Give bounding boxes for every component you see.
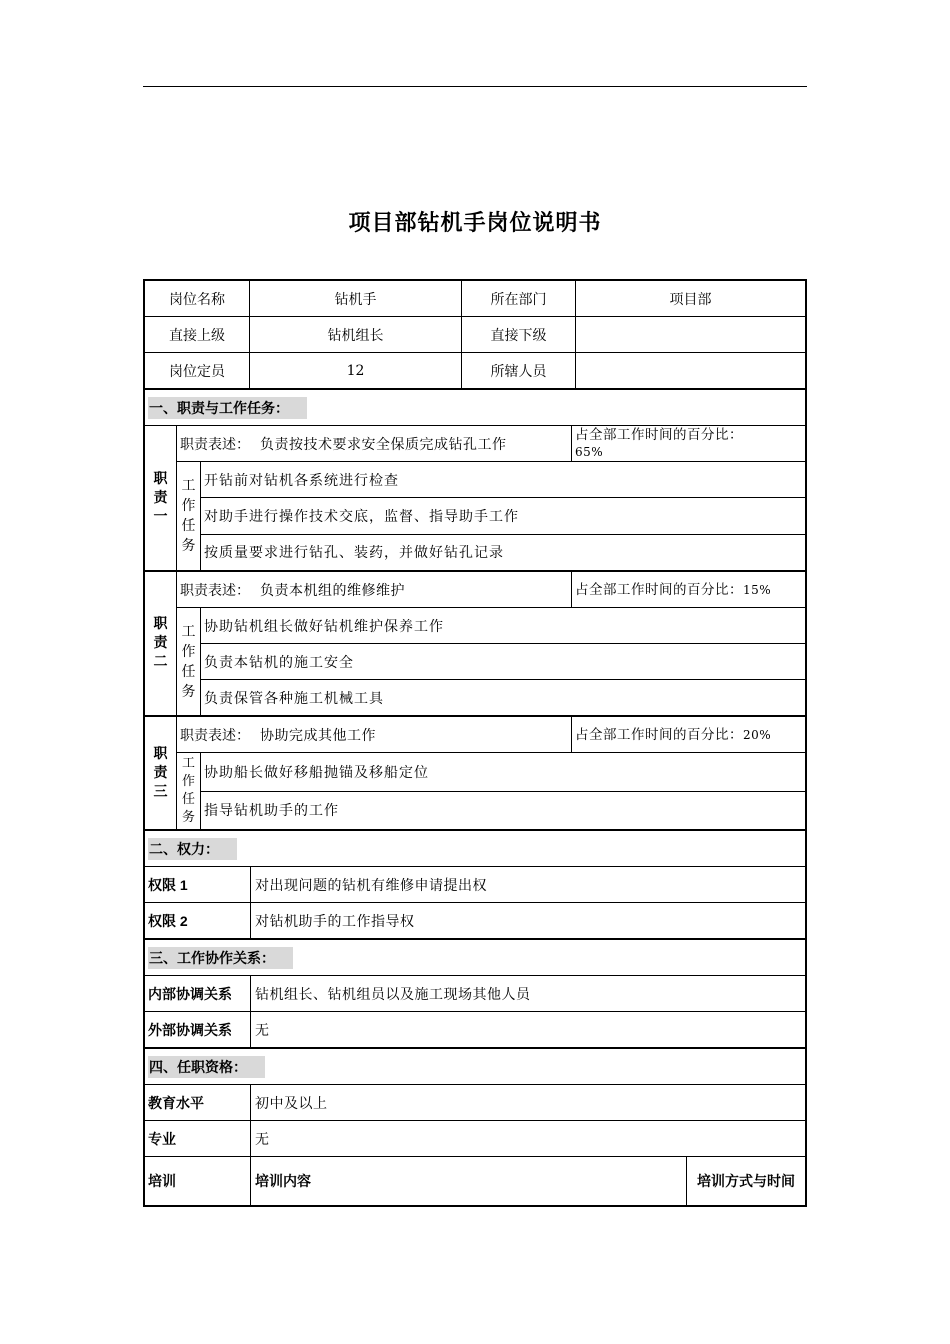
duty-1-task: 按质量要求进行钻孔、装药，并做好钻孔记录: [204, 545, 504, 562]
training-label: 培训: [145, 1157, 251, 1205]
duty-block-2: [145, 572, 805, 717]
relation-value: 钻机组长、钻机组员以及施工现场其他人员: [255, 986, 531, 1003]
duty-3-label: 职 责 三: [145, 717, 177, 829]
superior-label: 直接上级: [145, 317, 250, 352]
section-qualifications-title: 四、任职资格：: [148, 1056, 265, 1078]
job-description-table: [143, 279, 807, 1207]
duty-3-task: 指导钻机助手的工作: [204, 803, 339, 820]
managed-label: 所辖人员: [462, 353, 576, 388]
relation-row: [145, 1012, 805, 1049]
info-row-position: [145, 281, 805, 317]
duty-3-desc-text: 协助完成其他工作: [260, 727, 376, 744]
duty-2-desc-label: 职责表述：: [180, 582, 250, 599]
education-label: 教育水平: [145, 1085, 251, 1120]
section-authority-title: 二、权力：: [148, 838, 237, 860]
section-duties-title: 一、职责与工作任务：: [148, 397, 307, 419]
section-relations-heading: [145, 940, 805, 976]
subordinate-label: 直接下级: [462, 317, 576, 352]
major-row: [145, 1121, 805, 1157]
duty-1-percentage: [572, 426, 805, 461]
relation-value: 无: [255, 1022, 269, 1039]
duty-3-task: 协助船长做好移船抛锚及移船定位: [201, 753, 805, 792]
duty-block-1: [145, 426, 805, 572]
duty-2-percentage: [572, 572, 805, 607]
authority-label: 权限 1: [145, 867, 251, 902]
duty-3-pct-value: 20%: [743, 727, 772, 742]
authority-value: 对钻机助手的工作指导权: [255, 913, 415, 930]
department-value: 项目部: [669, 291, 712, 308]
major-value: 无: [255, 1131, 269, 1148]
authority-row: [145, 867, 805, 903]
major-label: 专业: [145, 1121, 251, 1156]
authority-value: 对出现问题的钻机有维修申请提出权: [255, 877, 487, 894]
training-content-label: 培训内容: [251, 1157, 687, 1205]
duty-2-label: 职 责 二: [145, 572, 177, 715]
duty-2-tasks-label: 工 作 任 务: [177, 608, 201, 715]
duty-1-pct-label: 占全部工作时间的百分比：: [575, 426, 743, 443]
training-row: [145, 1157, 805, 1205]
superior-value: 钻机组长: [250, 317, 462, 352]
subordinate-value: [576, 317, 805, 352]
duty-3-percentage: [572, 717, 805, 752]
department-label: 所在部门: [462, 281, 576, 316]
info-row-superior: [145, 317, 805, 353]
headcount-label: 岗位定员: [145, 353, 250, 388]
authority-label: 权限 2: [145, 903, 251, 938]
duty-1-pct-value: 65%: [575, 445, 604, 460]
info-row-headcount: [145, 353, 805, 390]
duty-1-label: 职 责 一: [145, 426, 177, 570]
education-row: [145, 1085, 805, 1121]
duty-block-3: [145, 717, 805, 831]
section-duties-heading: [145, 390, 805, 426]
relation-label: 内部协调关系: [145, 976, 251, 1011]
duty-2-description: [177, 572, 572, 607]
position-name-label: 岗位名称: [145, 281, 250, 316]
duty-2-task: 负责保管各种施工机械工具: [204, 690, 384, 707]
duty-2-pct-label: 占全部工作时间的百分比：: [575, 581, 743, 598]
training-method-label: 培训方式与时间: [697, 1173, 795, 1189]
duty-1-tasks-label: 工 作 任 务: [177, 462, 201, 570]
duty-2-task: 负责本钻机的施工安全: [201, 644, 805, 680]
duty-2-description-row: [177, 572, 805, 608]
section-authority-heading: [145, 831, 805, 867]
duty-3-description-row: [177, 717, 805, 753]
header-rule: [143, 86, 807, 87]
duty-1-task: 对助手进行操作技术交底，监督、指导助手工作: [201, 498, 805, 534]
education-value: 初中及以上: [255, 1095, 328, 1112]
relation-row: [145, 976, 805, 1012]
authority-row: [145, 903, 805, 940]
relation-label: 外部协调关系: [145, 1012, 251, 1047]
duty-2-pct-value: 15%: [743, 582, 772, 597]
headcount-value: 12: [250, 353, 462, 388]
duty-1-description: [177, 426, 572, 461]
duty-1-desc-label: 职责表述：: [180, 436, 250, 453]
section-relations-title: 三、工作协作关系：: [148, 947, 293, 969]
duty-3-pct-label: 占全部工作时间的百分比：: [575, 726, 743, 743]
duty-2-task: 协助钻机组长做好钻机维护保养工作: [201, 608, 805, 644]
document-title: 项目部钻机手岗位说明书: [348, 211, 602, 236]
duty-1-description-row: [177, 426, 805, 462]
position-name-value: 钻机手: [250, 281, 462, 316]
section-qualifications-heading: [145, 1049, 805, 1085]
managed-value: [576, 353, 805, 388]
duty-3-desc-label: 职责表述：: [180, 727, 250, 744]
duty-1-desc-text: 负责按技术要求安全保质完成钻孔工作: [260, 436, 507, 453]
duty-3-tasks-label: 工 作 任 务: [177, 753, 201, 829]
duty-3-description: [177, 717, 572, 752]
duty-2-desc-text: 负责本机组的维修维护: [260, 582, 405, 599]
duty-1-task: 开钻前对钻机各系统进行检查: [201, 462, 805, 498]
